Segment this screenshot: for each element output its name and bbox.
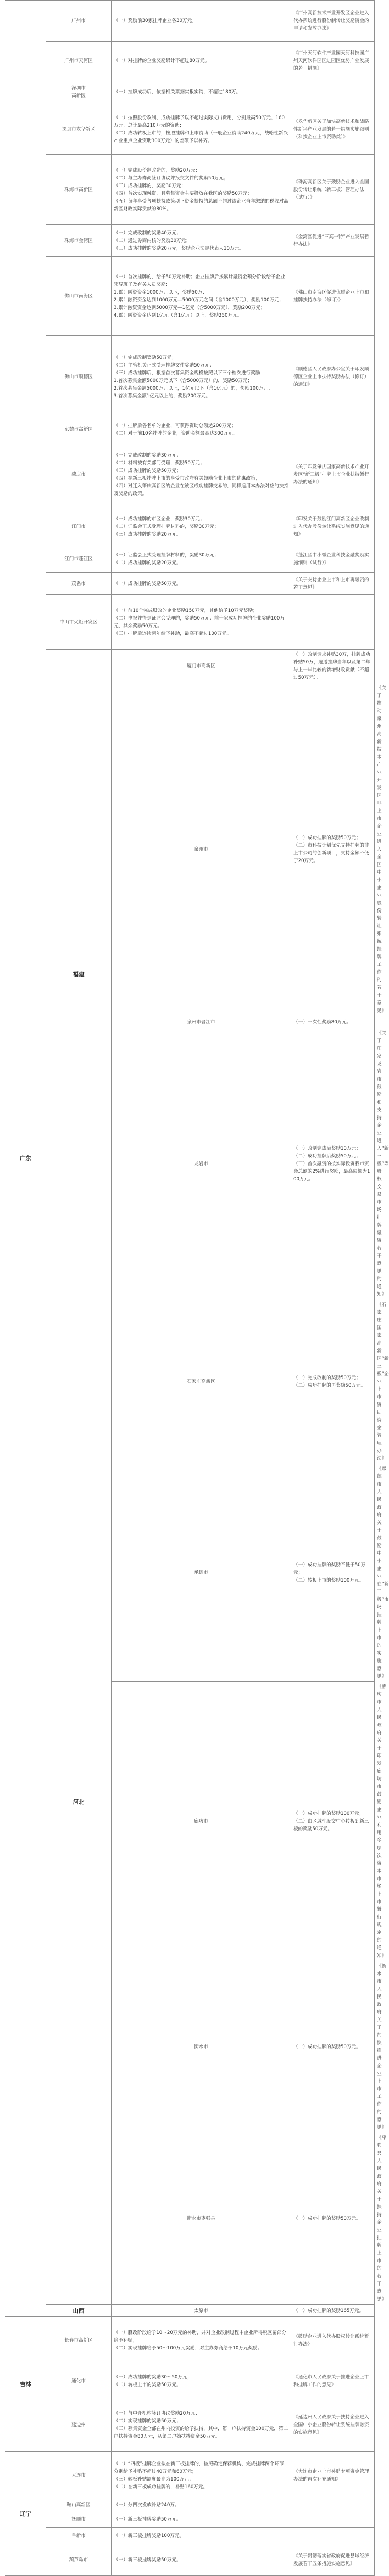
region-cell <box>46 545 112 573</box>
policy-document-title: 《关于贯彻落实省政府促进县域经济发展若干五条措施实施意见》 <box>293 2553 369 2567</box>
table-row <box>5 573 375 595</box>
subsidy-item: （一）股改阶段给予10～20万元的补助，并对企业改制过程中企业所得税区留部分给予补贴； <box>114 2330 287 2343</box>
table-row <box>5 508 375 545</box>
region-name: 葫芦岛市 <box>69 2557 88 2563</box>
region-name: 厦门市高新区 <box>187 663 215 669</box>
table-row <box>5 650 375 683</box>
subsidy-item: （一）一次性奖励80万元。 <box>293 1019 352 1025</box>
subsidy-item: （五）每年享受各项扶持政策项下资金扶持的总额不超过该企业当年缴纳的税收对高新区财政实际贡献的80%。 <box>114 198 288 212</box>
subsidy-item: （一）完成改制奖励50万元； <box>114 355 177 361</box>
subsidy-content-cell <box>291 683 375 1016</box>
policy-document-title: 《龙华新区关于加快高新技术和战略性新兴产业发展的若干措施实施细则（科技企业上市资助类）》 <box>293 119 369 140</box>
region-name: 深圳市 高新区 <box>71 85 86 99</box>
subsidy-item: （一）与中介机构签订协议奖励20万元； <box>114 2410 201 2416</box>
region-cell <box>46 595 112 650</box>
subsidy-content-cell <box>112 545 291 573</box>
province-cell: 广东 <box>5 1 46 2317</box>
policy-document-title: 《佛山市南海区促进优质企业上市和挂牌扶持办法（修订）》 <box>293 289 369 303</box>
policy-document-title: 《印发关于鼓励江门高新区企业改制进入代办股份转让系统实施意见的通知》 <box>293 516 369 537</box>
subsidy-item: （四）在新三板挂牌上市的享受市政府有关鼓励企业上市的优惠政策； <box>114 475 260 481</box>
subsidy-item: （一）挂牌成功后，依据相关票据实报实销，不超过180万。 <box>114 89 241 95</box>
subsidy-content-cell <box>112 2364 291 2398</box>
subsidy-content-cell <box>112 1 291 42</box>
subsidy-item: （三）挂牌后连续两年给予补助，最高不超过100万元。 <box>114 631 232 637</box>
subsidy-item: （一）成功挂牌的奖励不低于50万元； <box>293 1562 366 1576</box>
subsidy-item: （二）与主办券商签订协议并报交文件的奖励50万元； <box>114 175 229 181</box>
table-row <box>5 441 375 508</box>
region-name: 深圳市龙华新区 <box>62 126 96 132</box>
region-name: 承德市 <box>194 1570 208 1576</box>
region-name: 中山市火炬开发区 <box>59 619 98 625</box>
table-row <box>5 80 375 104</box>
table-body <box>5 1 389 2576</box>
table-row <box>5 545 375 573</box>
region-cell <box>112 2305 291 2317</box>
province-cell: 河北 <box>46 1300 112 2305</box>
subsidy-content-cell <box>291 650 375 683</box>
region-name: 广州市天河区 <box>64 58 93 64</box>
table-row <box>5 2511 375 2528</box>
policy-document-title: 《通化市人民政府关于推进企业上市和挂牌工作的意见》 <box>293 2374 369 2388</box>
region-name: 珠海市金湾区 <box>64 238 93 244</box>
subsidy-item: （二）市科技计划优先支持挂牌的非上市公司的创新项目，支持金额不低于20万元。 <box>293 843 369 864</box>
table-row <box>5 595 375 650</box>
subsidy-item: 4.累计融资资金达到1亿元（含1亿元）以上，奖励250万元。 <box>114 312 242 318</box>
subsidy-content-cell <box>291 1682 375 1961</box>
subsidy-item: （二）成功挂牌后奖励50万元； <box>293 1154 361 1159</box>
subsidy-content-cell <box>112 2452 291 2499</box>
policy-document-title: 《延边州人民政府关于扶持企业进入全国中小企业股份转让系统挂牌融资的实施意见》 <box>293 2414 369 2436</box>
subsidy-item: （一）完成改制的奖励30万元； <box>114 452 181 458</box>
subsidy-item: （一）新三板挂牌奖励50万元。 <box>114 2557 181 2563</box>
policy-document-cell <box>291 257 375 336</box>
region-name: 江门市蓬江区 <box>64 556 93 562</box>
policy-document-cell <box>291 2317 375 2364</box>
subsidy-item: （三）转板补贴额度最高为100万元； <box>114 2476 194 2482</box>
subsidy-item: （一）成功挂牌的奖励30～50万元； <box>114 2374 192 2380</box>
subsidy-item: 3.首次募集金额1亿元以上的，奖励200万元。 <box>114 393 211 399</box>
subsidy-item: （一）新三板挂牌奖励50万元。 <box>114 2516 181 2522</box>
policy-document-cell <box>291 508 375 545</box>
policy-document-cell <box>291 42 375 80</box>
policy-document-title: 《关于支持企业上市和上市再融资的若干意见》 <box>293 577 369 590</box>
table-row <box>5 2305 375 2317</box>
region-name: 茂名市 <box>71 581 86 587</box>
subsidy-content-cell <box>291 1300 375 1464</box>
subsidy-item: （二）申报并得到证监会受理的，奖励50万元；前十家成功挂牌的企业奖励100万元，其余奖励50万元； <box>114 615 285 629</box>
subsidy-content-cell <box>112 2499 291 2511</box>
subsidy-item: （二）转板上市的奖励100万元。 <box>293 1578 364 1583</box>
table-row <box>5 2499 375 2511</box>
subsidy-content-cell <box>112 104 291 155</box>
subsidy-item: （一）新三板挂牌奖励100万元。 <box>114 2533 185 2539</box>
subsidy-content-cell <box>291 2133 375 2305</box>
subsidy-policy-table <box>5 0 389 2576</box>
policy-document-cell <box>291 155 375 225</box>
subsidy-content-cell <box>112 336 291 418</box>
policy-document-cell <box>291 2452 375 2499</box>
region-name: 龙岩市 <box>194 1161 208 1167</box>
policy-document-title: 《珠海高新区关于鼓励企业进入全国股份转让系统（新三板）管理办法（试行）》 <box>293 179 369 200</box>
table-row <box>5 1300 375 1464</box>
subsidy-item: （一）成功挂牌的市区企业，奖励30万元； <box>114 516 205 522</box>
subsidy-content-cell <box>112 508 291 545</box>
subsidy-content-cell <box>291 2305 375 2317</box>
policy-document-title: 《大连市企业上市补贴专项资金管理办法的再次补充通知》 <box>293 2468 369 2482</box>
subsidy-content-cell <box>112 257 291 336</box>
table-row <box>5 2398 375 2452</box>
subsidy-item: （三）成功挂牌的奖励20万元。 <box>114 531 181 537</box>
subsidy-item: （四）对迁入肇庆高新区的企业在该区成功挂牌交易的，同样适用本办法对应的扶持及奖励的政策。 <box>114 483 288 497</box>
region-name: 泉州市 <box>194 847 208 852</box>
policy-document-title: 《枣强县人民政府关于扶持企业挂牌上市的若干意见》 <box>377 2135 387 2302</box>
table-row <box>5 155 375 225</box>
subsidy-content-cell <box>112 573 291 595</box>
subsidy-content-cell <box>291 1961 375 2133</box>
subsidy-item: 2.首次募集金额5000万元以上，1亿元以下（含1亿元）的，奖励100万元； <box>114 385 273 391</box>
subsidy-content-cell <box>291 1016 375 1028</box>
subsidy-item: （一）改制完成后奖励10万元； <box>293 1146 361 1151</box>
region-name: 太原市 <box>194 2308 208 2314</box>
subsidy-item: （一）对挂牌的企业奖励累计不超过80万元。 <box>114 58 210 64</box>
policy-document-title: 《顺德区人民政府办公室关于印发顺德区企业上市扶持奖励办法（修订）的通知》 <box>293 366 369 387</box>
subsidy-item: （一）证监会正式受理挂牌材料的，奖励30万元； <box>114 552 219 558</box>
table-row <box>5 257 375 336</box>
region-cell <box>46 2398 112 2452</box>
province-cell: 辽宁 <box>5 2452 46 2576</box>
subsidy-item: （二）主管机关正式受理挂牌文件奖励50万元； <box>114 362 214 368</box>
policy-document-cell <box>291 545 375 573</box>
subsidy-content-cell <box>291 1464 375 1682</box>
region-cell <box>46 2364 112 2398</box>
table-row <box>5 418 375 441</box>
policy-document-cell <box>291 104 375 155</box>
region-name: 阜新市 <box>71 2533 86 2539</box>
subsidy-item: （一）完成股份制改造的，奖励20万元； <box>114 167 201 173</box>
subsidy-item: 1.累计融资资金1000万元以下，奖励50万； <box>114 289 207 295</box>
region-cell <box>46 441 112 508</box>
region-name: 珠海市高新区 <box>64 187 93 193</box>
region-cell <box>112 650 291 683</box>
region-name: 大连市 <box>71 2472 86 2478</box>
region-cell <box>46 2511 112 2528</box>
subsidy-item: （一）改制请求补贴30万，挂牌成功补贴50万，选送挂牌当年以及第二年与上一年比较的新增财政贡献（不超过50万元）。 <box>293 652 370 680</box>
subsidy-item: （一）成功挂牌的奖励165万元。 <box>293 2308 364 2314</box>
region-name: 东莞市高新区 <box>64 426 93 432</box>
subsidy-item: （二）成功转板上市的，按照挂牌和上市资助（一般企业资助240万元，战略性新兴产业重点企业资助300万元）的差额予以补齐。 <box>114 130 288 144</box>
table-row <box>5 2364 375 2398</box>
region-cell <box>112 2133 291 2305</box>
policy-document-cell <box>291 2528 375 2544</box>
policy-document-cell <box>291 1 375 42</box>
region-cell <box>112 1016 291 1028</box>
subsidy-content-cell <box>112 2544 291 2576</box>
policy-document-cell <box>291 336 375 418</box>
policy-document-title: 《广州天河软件产业园天河科技园广州天河软件园区进园区优势产业发展的若干措施》 <box>293 50 369 71</box>
region-cell <box>112 1028 291 1300</box>
region-cell <box>112 1961 291 2133</box>
subsidy-item: （三）募集资金全部在州内投资的给予扶持，其中，第一户扶持资金100万元，第二户扶持资金80万元，从第二户始扶持资金50万元。 <box>114 2426 288 2439</box>
policy-document-cell <box>291 418 375 441</box>
subsidy-content-cell <box>112 155 291 225</box>
table-row <box>5 2452 375 2499</box>
region-cell <box>46 2544 112 2576</box>
subsidy-item: （二）转板上市的奖励50万元。 <box>114 2382 181 2388</box>
policy-document-title: 《关于推动泉州高新技术产业开发区非上市企业进入全国中小企业股份转让系统挂牌工作的若干意见》 <box>377 685 387 1014</box>
subsidy-item: 2.累计融资资金达到1000万元—5000万元之间（含1000万元），奖励100万元； <box>114 297 284 303</box>
region-name: 泉州市晋江市 <box>187 1019 215 1025</box>
region-name: 石家庄高新区 <box>187 1379 215 1385</box>
subsidy-item: （一）完成改制的奖励50万元； <box>293 1375 361 1381</box>
subsidy-item: （三）成功挂牌的奖励50万元； <box>114 468 181 474</box>
subsidy-content-cell <box>112 225 291 257</box>
subsidy-item: （三）成功挂牌的，奖励30万元； <box>114 183 186 189</box>
subsidy-item: （一）“四板”挂牌企业拟在新三板挂牌的，按照确定保荐机构、完成挂牌两个环节分别给予补贴不超过40万元和60万元； <box>114 2461 284 2474</box>
subsidy-item: （一）完成改制的奖励40万元； <box>114 230 181 236</box>
table-row <box>5 2317 375 2364</box>
subsidy-content-cell <box>112 595 291 650</box>
policy-document-cell <box>291 2544 375 2576</box>
region-name: 延边州 <box>71 2422 86 2428</box>
subsidy-content-cell <box>112 80 291 104</box>
subsidy-content-cell <box>112 441 291 508</box>
region-cell <box>112 1682 291 1961</box>
subsidy-item: （二）通过券商内核的奖励30万元； <box>114 238 191 244</box>
region-name: 肇庆市 <box>71 471 86 477</box>
region-cell <box>46 336 112 418</box>
region-name: 鞍山高新区 <box>66 2502 91 2508</box>
table-row <box>5 2544 375 2576</box>
policy-document-cell <box>291 573 375 595</box>
table-row <box>5 336 375 418</box>
subsidy-item: （四）首次实现融资，且募集资金主要投放在我区的奖励50万元； <box>114 190 252 196</box>
region-name: 衡水市枣强县 <box>187 2216 215 2221</box>
region-cell <box>46 2528 112 2544</box>
subsidy-content-cell <box>112 2511 291 2528</box>
subsidy-item: （二）对于前10名挂牌的企业，资助金额最高达300万元。 <box>114 430 237 436</box>
subsidy-content-cell <box>112 2398 291 2452</box>
region-name: 廊坊市 <box>194 1819 208 1824</box>
region-cell <box>46 508 112 545</box>
subsidy-item: 3.累计融资资金达到5000万元—1亿元（含5000万元），奖励200万元； <box>114 305 265 311</box>
subsidy-item: （二）成功挂牌的再奖励50万元。 <box>293 1383 366 1388</box>
subsidy-item: （一）成功挂牌的奖励50万元。 <box>114 581 181 587</box>
region-name: 佛山市南海区 <box>64 293 93 299</box>
subsidy-item: （二）由区域性股交中心转板到新三板的奖励50万元。 <box>293 1819 369 1832</box>
policy-document-title: 《广州高新技术产业开发区企业进入代办系统进行股份制转让奖励资金的申请和发放办法》 <box>293 10 369 31</box>
region-name: 抚顺市 <box>71 2516 86 2522</box>
region-cell <box>46 418 112 441</box>
table-row <box>5 42 375 80</box>
subsidy-item: （一）挂牌后各名单的企业，可获得资助总额达200万元； <box>114 423 236 429</box>
subsidy-item: （一）成功挂牌的奖励50万元。 <box>293 2216 361 2221</box>
region-cell <box>46 155 112 225</box>
policy-document-cell <box>291 595 375 650</box>
policy-document-title: 《关于印发肇庆国家高新技术产业开发区“新三板”挂牌上市企业扶持暂行办法的通知》 <box>293 464 369 485</box>
region-cell <box>46 104 112 155</box>
subsidy-item: （二）实现挂牌给予50～100万元奖励，对主办券商给予10万元奖励。 <box>114 2345 263 2351</box>
region-cell <box>46 2499 112 2511</box>
subsidy-content-cell <box>112 418 291 441</box>
table-row <box>5 1 375 42</box>
policy-document-title: 《廊坊市人民政府关于印发廊坊市鼓励企业利用多层次资本市场上市暂行规定的通知》 <box>377 1684 387 1959</box>
subsidy-content-cell <box>112 42 291 80</box>
region-cell <box>46 257 112 336</box>
policy-document-title: 《蓬江区中小微企业科技金融奖励实施细则（试行）》 <box>293 552 369 566</box>
region-name: 长春市高新区 <box>64 2337 93 2343</box>
subsidy-item: （三）成功挂牌的奖励20万元，奖励企业法定代表人10万元。 <box>114 245 244 251</box>
region-cell <box>112 1464 291 1682</box>
subsidy-item: （一）奖励前30家挂牌企业各30万元。 <box>114 18 197 24</box>
policy-document-title: 《石家庄国家高新区“新三板”企业上市资助资金管理办法》 <box>377 1302 389 1461</box>
province-cell: 福建 <box>46 650 112 1300</box>
policy-document-cell <box>291 2499 375 2511</box>
region-cell <box>112 683 291 1016</box>
policy-document-title: 《鼓励企业进入代办股权转让系统暂行办法》 <box>293 2333 369 2347</box>
region-cell <box>46 2317 112 2364</box>
subsidy-content-cell <box>291 1028 375 1300</box>
region-cell <box>46 42 112 80</box>
subsidy-item: （一）成功挂牌的奖励100万元； <box>293 1811 364 1816</box>
subsidy-item: 1.首次募集金额5000万元以下（含5000万元）的，奖励50万元； <box>114 378 252 384</box>
subsidy-item: （三）首次融资的按实际投资我市资金总额的2%进行奖励，最高限额为100万元。 <box>293 1161 370 1182</box>
region-name: 江门市 <box>71 524 86 530</box>
region-cell <box>46 1 112 42</box>
policy-document-cell <box>291 225 375 257</box>
region-name: 广州市 <box>71 18 86 24</box>
region-cell <box>46 80 112 104</box>
region-cell <box>112 1300 291 1464</box>
region-cell <box>46 2452 112 2499</box>
province-cell: 吉林 <box>5 2317 46 2452</box>
policy-document-cell <box>291 2398 375 2452</box>
subsidy-item: （一）前10个完成股改的企业奖励150万元，其他给予10万元奖励； <box>114 608 258 614</box>
policy-document-title: 《衡水市人民政府关于加快推进企业上市工作的意见》 <box>377 1964 387 2130</box>
subsidy-item: （二）证监会正式受理挂牌材料的，奖励30万元； <box>114 524 219 530</box>
region-name: 衡水市 <box>194 2044 208 2050</box>
subsidy-item: （一）按照股份改制、成功挂牌予以不超过实际支出费用，分别最高50万元、160万元，总计最高210万元的资助； <box>114 115 285 128</box>
subsidy-content-cell <box>112 2317 291 2364</box>
policy-document-cell <box>291 80 375 104</box>
subsidy-item: （二）材料被有关部门受理，奖励50万元； <box>114 460 205 466</box>
policy-document-title: 《承德市人民政府关于鼓励中小企业在“新三板”市场挂牌上市的实施意见》 <box>377 1466 389 1679</box>
region-cell <box>46 225 112 257</box>
region-name: 佛山市顺德区 <box>64 374 93 380</box>
subsidy-item: （一）成功挂牌的奖励50万元； <box>293 835 361 841</box>
province-cell: 山西 <box>46 2305 112 2317</box>
subsidy-item: （二）实现挂牌的奖励50万元； <box>114 2418 181 2424</box>
subsidy-content-cell <box>112 2528 291 2544</box>
subsidy-item: （一）分四次发放补贴240万。 <box>114 2502 180 2508</box>
subsidy-item: （三）成功挂牌后，根据首次募集资金规模按照以下三个档次进行奖励： <box>114 370 265 376</box>
policy-document-cell <box>291 2364 375 2398</box>
subsidy-item: （一）成功挂牌的奖励50万元。 <box>293 2044 361 2050</box>
subsidy-item: （一）首次挂牌的，给予50万元补助；企业挂牌后按累计融资金额分阶段给予企业领导班子及有关人员奖励： <box>114 274 285 288</box>
table-row <box>5 225 375 257</box>
region-name: 通化市 <box>71 2378 86 2384</box>
table-row <box>5 104 375 155</box>
table-row <box>5 2528 375 2544</box>
policy-document-title: 《关于印发龙岩市鼓励和支持企业进入“新三板”等股权交易市场挂牌融资若干意见的通知》 <box>377 1031 389 1297</box>
policy-document-cell <box>291 2511 375 2528</box>
subsidy-item: （二）成功挂牌的奖励20万元。 <box>114 560 181 566</box>
subsidy-item: （二）在新三板成功挂牌的，补贴160万元。 <box>114 2484 208 2490</box>
policy-document-cell <box>291 441 375 508</box>
policy-document-title: 《金湾区促进“三高一特”产业发展暂行办法》 <box>293 234 369 248</box>
region-cell <box>46 573 112 595</box>
